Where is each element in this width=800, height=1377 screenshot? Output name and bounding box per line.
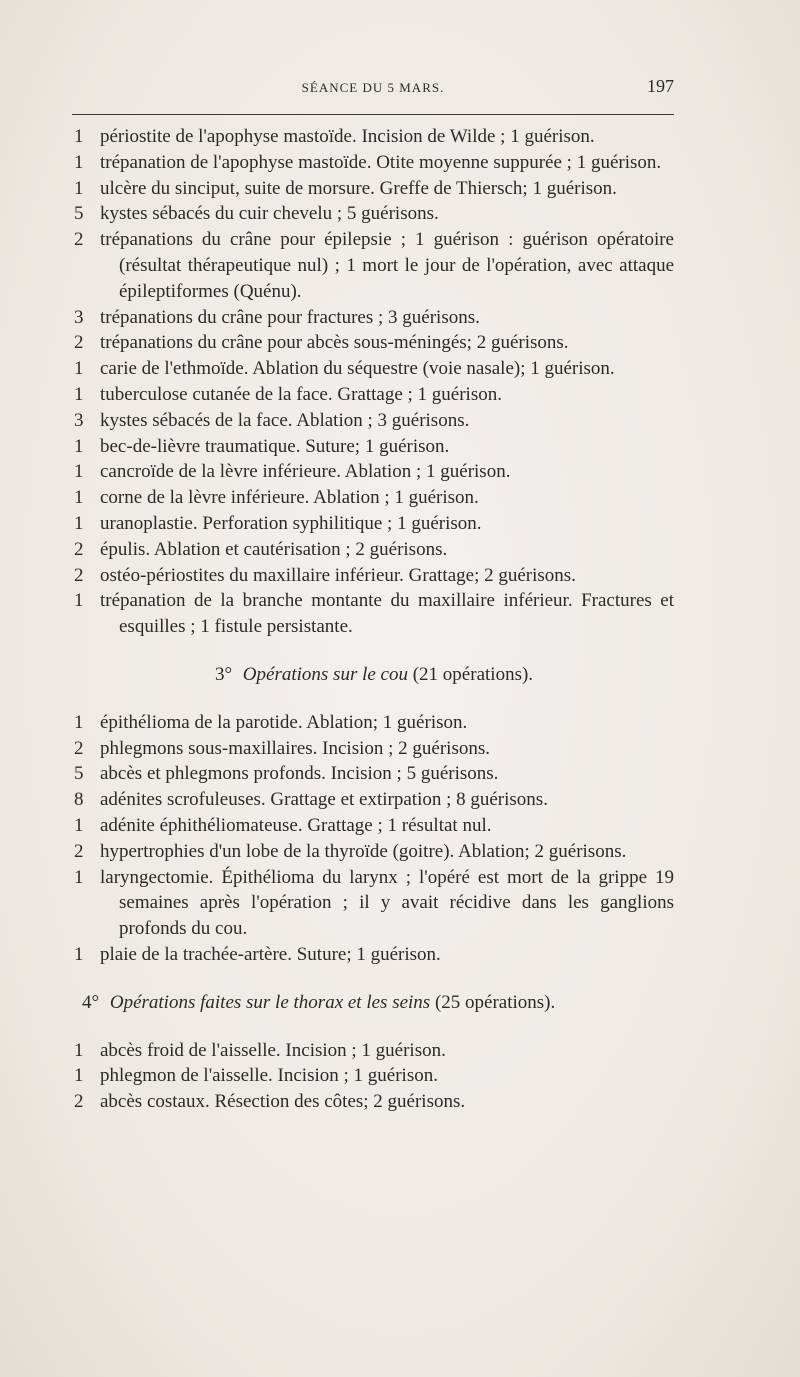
item-text: trépanation de la branche montante du maxillaire inférieur. Fractures et esquilles ; 1 fistule persistante. xyxy=(100,590,674,638)
list-item xyxy=(74,942,674,968)
list-item xyxy=(74,201,674,227)
page-number: 197 xyxy=(647,76,674,96)
item-count: 2 xyxy=(74,332,84,354)
list-item xyxy=(74,459,674,485)
list-item xyxy=(74,787,674,813)
list-item xyxy=(74,485,674,511)
list-item xyxy=(74,305,674,331)
item-text: épulis. Ablation et cautérisation ; 2 guérisons. xyxy=(100,538,448,560)
item-count: 1 xyxy=(74,126,84,147)
item-count: 2 xyxy=(74,840,84,862)
item-text: carie de l'ethmoïde. Ablation du séquestre (voie nasale); 1 guérison. xyxy=(100,358,615,380)
list-item xyxy=(74,150,674,176)
item-text: ostéo-périostites du maxillaire inférieur. Grattage; 2 guérisons. xyxy=(100,564,576,586)
item-count: 2 xyxy=(74,564,84,586)
list-item xyxy=(74,839,674,865)
item-text: trépanations du crâne pour épilepsie ; 1 guérison : guérison opératoire (résultat thérapeutique nul) ; 1 mort le jour de l'opération, avec attaque épileptiformes (Quénu). xyxy=(100,229,674,302)
item-count: 1 xyxy=(74,512,84,534)
list-item xyxy=(74,1063,674,1089)
list-item xyxy=(74,356,674,382)
section-heading-neck xyxy=(74,662,674,688)
operations-list-thorax xyxy=(74,1038,674,1115)
item-count: 1 xyxy=(74,358,84,380)
section-heading-thorax xyxy=(74,990,674,1016)
item-count: 2 xyxy=(74,538,84,560)
item-text: kystes sébacés du cuir chevelu ; 5 guérisons. xyxy=(100,203,439,225)
item-count: 1 xyxy=(74,590,84,612)
item-count: 1 xyxy=(74,383,84,405)
list-item xyxy=(74,511,674,537)
item-count: 1 xyxy=(74,177,84,199)
running-title: SÉANCE DU 5 MARS. xyxy=(301,80,445,95)
item-text: abcès froid de l'aisselle. Incision ; 1 guérison. xyxy=(100,1039,446,1061)
list-item xyxy=(74,1038,674,1064)
item-text: abcès et phlegmons profonds. Incision ; 5 guérisons. xyxy=(100,763,499,785)
item-count: 8 xyxy=(74,789,84,811)
list-item xyxy=(74,865,674,942)
item-count: 2 xyxy=(74,737,84,759)
item-count: 1 xyxy=(74,1039,84,1061)
item-count: 1 xyxy=(74,943,84,965)
list-item xyxy=(74,736,674,762)
item-text: uranoplastie. Perforation syphilitique ; 1 guérison. xyxy=(100,512,482,534)
section-number: 3° xyxy=(214,663,233,685)
page-header xyxy=(72,76,674,102)
list-item xyxy=(74,176,674,202)
item-count: 1 xyxy=(74,461,84,483)
operations-list-head-face xyxy=(74,124,674,640)
item-count: 1 xyxy=(74,711,84,733)
item-count: 1 xyxy=(74,1065,84,1087)
item-count: 1 xyxy=(74,487,84,509)
operations-list-neck xyxy=(74,710,674,968)
item-text: laryngectomie. Épithélioma du larynx ; l'opéré est mort de la grippe 19 semaines après l'opération ; il y avait récidive dans les ganglions profonds du cou. xyxy=(100,866,674,940)
item-text: ulcère du sinciput, suite de morsure. Greffe de Thiersch; 1 guérison. xyxy=(100,177,617,199)
item-text: phlegmons sous-maxillaires. Incision ; 2 guérisons. xyxy=(100,737,490,759)
list-item xyxy=(74,382,674,408)
item-text: corne de la lèvre inférieure. Ablation ; 1 guérison. xyxy=(100,487,479,509)
item-count: 2 xyxy=(74,1091,84,1113)
item-text: bec-de-lièvre traumatique. Suture; 1 guérison. xyxy=(100,435,450,457)
item-count: 1 xyxy=(74,866,84,888)
item-count: 3 xyxy=(74,306,84,328)
item-text: adénites scrofuleuses. Grattage et extirpation ; 8 guérisons. xyxy=(100,789,548,811)
list-item xyxy=(74,1089,674,1115)
item-text: périostite de l'apophyse mastoïde. Incision de Wilde ; 1 guérison. xyxy=(100,126,595,147)
item-count: 1 xyxy=(74,435,84,457)
item-text: tuberculose cutanée de la face. Grattage ; 1 guérison. xyxy=(100,383,502,405)
item-text: trépanations du crâne pour abcès sous-méningés; 2 guérisons. xyxy=(100,332,569,354)
item-count: 5 xyxy=(74,203,84,225)
list-item xyxy=(74,124,674,150)
item-text: abcès costaux. Résection des côtes; 2 guérisons. xyxy=(100,1091,466,1113)
section-number: 4° xyxy=(82,991,100,1013)
item-text: phlegmon de l'aisselle. Incision ; 1 guérison. xyxy=(100,1065,438,1087)
list-item xyxy=(74,710,674,736)
item-text: trépanations du crâne pour fractures ; 3 guérisons. xyxy=(100,306,480,328)
list-item xyxy=(74,563,674,589)
item-count: 1 xyxy=(74,151,84,173)
item-text: cancroïde de la lèvre inférieure. Ablation ; 1 guérison. xyxy=(100,461,511,483)
list-item xyxy=(74,330,674,356)
section-title: Opérations sur le cou xyxy=(242,663,408,685)
section-count: (25 opérations). xyxy=(434,991,556,1013)
item-text: épithélioma de la parotide. Ablation; 1 guérison. xyxy=(100,711,468,733)
item-count: 1 xyxy=(74,814,84,836)
item-count: 2 xyxy=(74,229,84,251)
list-item xyxy=(74,537,674,563)
item-text: kystes sébacés de la face. Ablation ; 3 guérisons. xyxy=(100,409,470,431)
item-text: trépanation de l'apophyse mastoïde. Otite moyenne suppurée ; 1 guérison. xyxy=(100,151,662,173)
item-text: plaie de la trachée-artère. Suture; 1 guérison. xyxy=(100,943,441,965)
page-body xyxy=(74,124,674,1115)
list-item xyxy=(74,813,674,839)
list-item xyxy=(74,588,674,640)
list-item xyxy=(74,408,674,434)
item-count: 5 xyxy=(74,763,84,785)
list-item xyxy=(74,761,674,787)
header-rule xyxy=(72,114,674,115)
list-item xyxy=(74,434,674,460)
section-count: (21 opérations). xyxy=(412,663,534,685)
list-item xyxy=(74,227,674,304)
item-text: adénite éphithéliomateuse. Grattage ; 1 résultat nul. xyxy=(100,814,492,836)
section-title: Opérations faites sur le thorax et les seins xyxy=(109,991,431,1013)
item-text: hypertrophies d'un lobe de la thyroïde (goitre). Ablation; 2 guérisons. xyxy=(100,840,627,862)
item-count: 3 xyxy=(74,409,84,431)
